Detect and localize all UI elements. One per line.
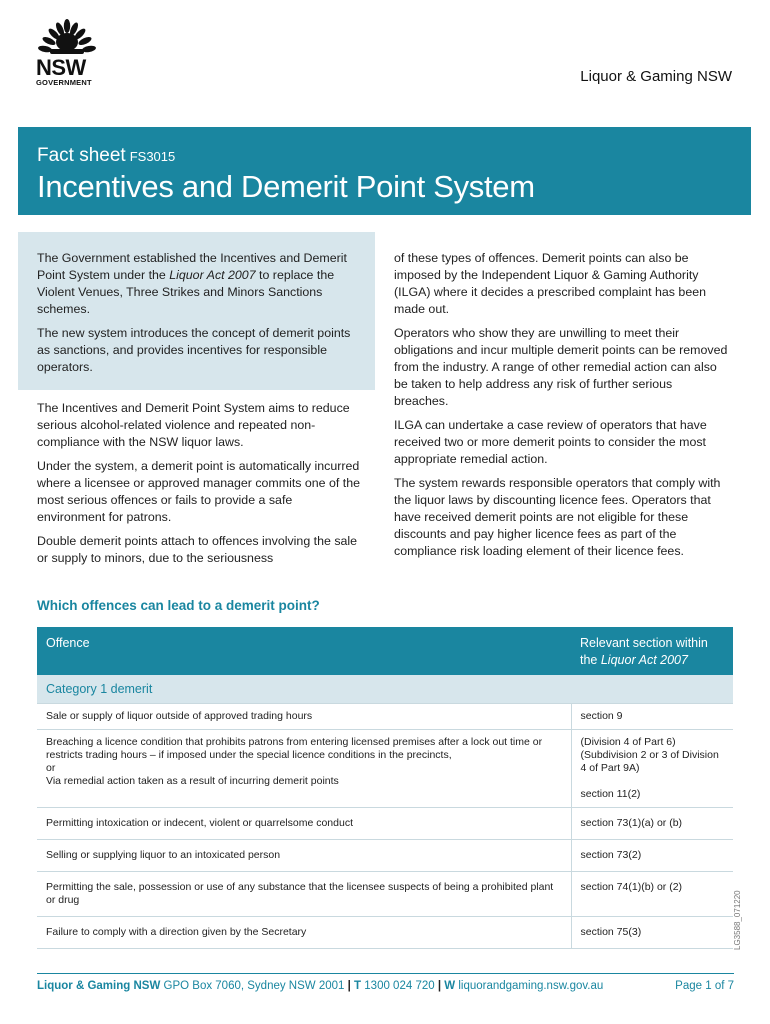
offence-cell: Sale or supply of liquor outside of approved trading hours	[37, 704, 571, 730]
table-row	[37, 704, 733, 730]
footer-separator: |	[347, 980, 351, 992]
table-row	[37, 730, 733, 808]
offence-header: Offence	[37, 627, 571, 675]
waratah-icon	[36, 18, 98, 56]
footer	[37, 980, 734, 992]
section-cell: section 9	[571, 704, 733, 730]
fact-sheet-label	[37, 145, 175, 167]
footer-divider	[37, 973, 734, 974]
table-row	[37, 917, 733, 949]
offence-cell: Breaching a licence condition that prohibits patrons from entering licensed premises after a lock out time or restricts trading hours – if imposed under the special licence conditions in the precincts, or Via remedial action taken as a result of incurring demerit points	[37, 730, 571, 808]
intro-paragraph-2: The new system introduces the concept of demerit points as sanctions, and provides incentives for responsible operators.	[37, 326, 351, 374]
section-cell: (Division 4 of Part 6) (Subdivision 2 or 3 of Division 4 of Part 9A) section 11(2)	[571, 730, 733, 808]
table-header-row	[37, 627, 733, 675]
body-paragraph: Under the system, a demerit point is automatically incurred where a licensee or approved manager commits one of the most serious offences or fails to provide a safe environment for patrons.	[37, 459, 361, 524]
body-paragraph: The system rewards responsible operators that comply with the liquor laws by discounting licence fees. Operators that have received demerit points are not eligible for these discounts and pay higher licence fees as part of the compliance risk loading element of their licence fees.	[394, 476, 721, 558]
table-row	[37, 808, 733, 840]
footer-web-link[interactable]: liquorandgaming.nsw.gov.au	[458, 980, 604, 992]
table-row	[37, 840, 733, 872]
offence-cell: Permitting intoxication or indecent, violent or quarrelsome conduct	[37, 808, 571, 840]
intro-paragraph-1: The Government established the Incentives and Demerit Point System under the Liquor Act 2007 to replace the Violent Venues, Three Strikes and Minors Sanctions schemes.	[37, 251, 347, 316]
footer-phone: 1300 024 720	[364, 980, 435, 992]
footer-address: GPO Box 7060, Sydney NSW 2001	[163, 980, 345, 992]
section-cell: section 75(3)	[571, 917, 733, 949]
offence-cell: Permitting the sale, possession or use of any substance that the licensee suspects of being a prohibited plant or drug	[37, 872, 571, 917]
section-cell: section 74(1)(b) or (2)	[571, 872, 733, 917]
title-banner	[18, 127, 751, 215]
intro-text	[37, 250, 363, 383]
page-number: Page 1 of 7	[675, 980, 734, 992]
footer-web-label: W	[444, 980, 456, 992]
table-row	[37, 872, 733, 917]
body-paragraph: Double demerit points attach to offences involving the sale or supply to minors, due to the seriousness	[37, 534, 358, 565]
footer-phone-label: T	[354, 980, 362, 992]
footer-separator: |	[437, 980, 442, 992]
category-label: Category 1 demerit	[37, 675, 733, 704]
fact-sheet-code: FS3015	[129, 149, 176, 164]
body-left-column	[37, 400, 363, 574]
offences-table	[37, 627, 733, 949]
document-code: LG3588_071220	[733, 890, 742, 950]
body-paragraph: ILGA can undertake a case review of operators that have received two or more demerit points to consider the most appropriate remedial action.	[394, 418, 707, 466]
body-paragraph: The Incentives and Demerit Point System aims to reduce serious alcohol-related violence and repeated non-compliance with the NSW liquor laws.	[37, 401, 350, 449]
section-heading: Which offences can lead to a demerit point?	[37, 598, 320, 613]
agency-name: Liquor & Gaming NSW	[580, 68, 732, 85]
section-cell: section 73(2)	[571, 840, 733, 872]
nsw-government-logo	[36, 18, 98, 87]
category-row	[37, 675, 733, 704]
section-header: Relevant section within the Liquor Act 2007	[571, 627, 733, 675]
body-paragraph: Operators who show they are unwilling to meet their obligations and incur multiple demerit points can be removed from the industry. A range of other remedial action can also be taken to help address any risk of further serious breaches.	[394, 326, 728, 408]
footer-org: Liquor & Gaming NSW	[37, 980, 161, 992]
offence-cell: Failure to comply with a direction given by the Secretary	[37, 917, 571, 949]
section-cell: section 73(1)(a) or (b)	[571, 808, 733, 840]
logo-text: NSW	[36, 55, 86, 80]
page-title: Incentives and Demerit Point System	[37, 169, 535, 204]
logo-subtext: GOVERNMENT	[36, 78, 92, 87]
offence-cell: Selling or supplying liquor to an intoxicated person	[37, 840, 571, 872]
fact-sheet-text: Fact sheet	[37, 145, 126, 166]
body-paragraph: of these types of offences. Demerit points can also be imposed by the Independent Liquor & Gaming Authority (ILGA) where it decides a prescribed complaint has been made out.	[394, 251, 706, 316]
body-right-column	[394, 250, 730, 567]
